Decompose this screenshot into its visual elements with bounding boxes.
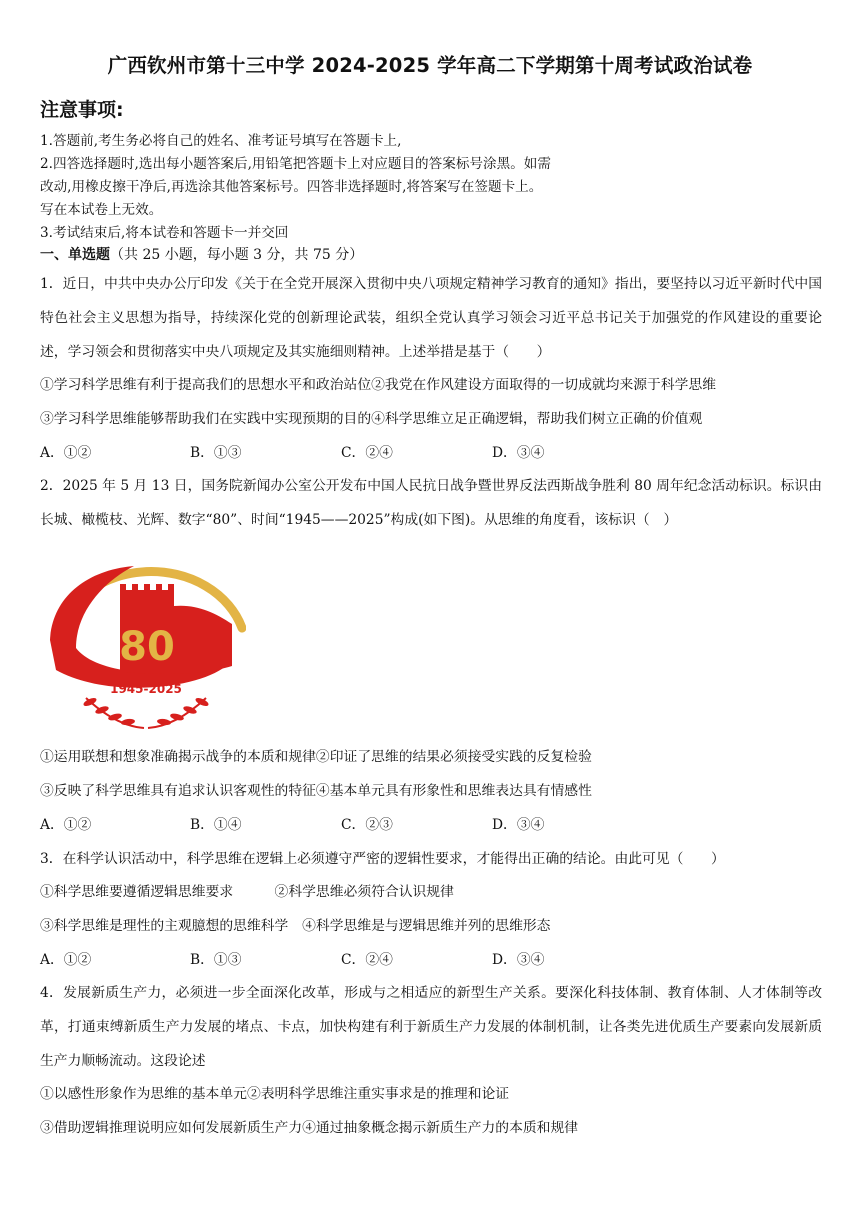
notice-line: 1.答题前,考生务必将自己的姓名、准考证号填写在答题卡上, xyxy=(40,133,402,149)
notice-line: 2.四答选择题时,选出每小题答案后,用铅笔把答题卡上对应题目的答案标号涂黑。如需 xyxy=(40,156,551,172)
notice-line: 改动,用橡皮擦干净后,再选涂其他答案标号。四答非选择题时,将答案写在签题卡上。 xyxy=(40,179,543,195)
question-4-option-line: ③借助逻辑推理说明应如何发展新质生产力④通过抽象概念揭示新质生产力的本质和规律 xyxy=(40,1120,579,1136)
olive-branch-left xyxy=(82,696,144,728)
question-3-option-line: ③科学思维是理性的主观臆想的思维科学 ④科学思维是与逻辑思维并列的思维形态 xyxy=(40,918,551,934)
question-2-stem: 2．2025 年 5 月 13 日，国务院新闻办公室公开发布中国人民抗日战争暨世界反法西斯战争胜利 80 周年纪念活动标识。标识由长城、橄榄枝、光辉、数字“80”、时间“1945——2025”构成(如下图)。从思维的角度看，该标识（ ） xyxy=(40,478,822,528)
question-3-choice-d[interactable]: D．③④ xyxy=(492,952,545,968)
question-1-choice-a[interactable]: A．①② xyxy=(40,445,92,461)
question-1-stem: 1．近日，中共中央办公厅印发《关于在全党开展深入贯彻中央八项规定精神学习教育的通知》指出，要坚持以习近平新时代中国特色社会主义思想为指导，持续深化党的创新理论武装，组织全党认真学习领会习近平总书记关于加强党的作风建设的重要论述，学习领会和贯彻落实中央八项规定及其实施细则精神。上述举措是基于（ ） xyxy=(40,276,822,360)
notice-line: 3.考试结束后,将本试卷和答题卡一并交回 xyxy=(40,225,289,241)
question-1-option-line: ①学习科学思维有利于提高我们的思想水平和政治站位②我党在作风建设方面取得的一切成就均来源于科学思维 xyxy=(40,377,717,393)
question-2-choice-a[interactable]: A．①② xyxy=(40,817,92,833)
question-1-choice-c[interactable]: C．②④ xyxy=(341,445,393,461)
question-3-stem: 3．在科学认识活动中，科学思维在逻辑上必须遵守严密的逻辑性要求，才能得出正确的结论。由此可见（ ） xyxy=(40,851,725,867)
question-1-choice-d[interactable]: D．③④ xyxy=(492,445,545,461)
question-2-choice-b[interactable]: B．①④ xyxy=(190,817,242,833)
question-1-choice-b[interactable]: B．①③ xyxy=(190,445,242,461)
question-2-choice-d[interactable]: D．③④ xyxy=(492,817,545,833)
notice-heading: 注意事项: xyxy=(40,99,124,121)
section-note: （共 25 小题，每小题 3 分，共 75 分） xyxy=(110,247,364,263)
anniversary-emblem xyxy=(46,548,246,734)
question-2-option-line: ③反映了科学思维具有追求认识客观性的特征④基本单元具有形象性和思维表达具有情感性 xyxy=(40,783,592,799)
question-3-choice-a[interactable]: A．①② xyxy=(40,952,92,968)
question-3-choice-b[interactable]: B．①③ xyxy=(190,952,242,968)
section-heading xyxy=(40,245,363,265)
section-title: 一、单选题 xyxy=(40,247,110,263)
question-2-choice-c[interactable]: C．②③ xyxy=(341,817,393,833)
notice-line: 写在本试卷上无效。 xyxy=(40,202,163,218)
question-1-option-line: ③学习科学思维能够帮助我们在实践中实现预期的目的④科学思维立足正确逻辑，帮助我们树立正确的价值观 xyxy=(40,411,703,427)
question-2-option-line: ①运用联想和想象准确揭示战争的本质和规律②印证了思维的结果必须接受实践的反复检验 xyxy=(40,749,592,765)
olive-branch-right xyxy=(148,696,210,728)
question-4-option-line: ①以感性形象作为思维的基本单元②表明科学思维注重实事求是的推理和论证 xyxy=(40,1086,510,1102)
emblem-number: 80 xyxy=(119,624,175,670)
emblem-years: 1945-2025 xyxy=(110,682,182,696)
question-3-choice-c[interactable]: C．②④ xyxy=(341,952,393,968)
question-3-option-line: ①科学思维要遵循逻辑思维要求 ②科学思维必须符合认识规律 xyxy=(40,884,454,900)
question-4-stem: 4．发展新质生产力，必须进一步全面深化改革，形成与之相适应的新型生产关系。要深化科技体制、教育体制、人才体制等改革，打通束缚新质生产力发展的堵点、卡点，加快构建有利于新质生产力发展的体制机制，让各类先进优质生产要素向发展新质生产力顺畅流动。这段论述 xyxy=(40,985,822,1069)
exam-title: 广西钦州市第十三中学 2024-2025 学年高二下学期第十周考试政治试卷 xyxy=(107,54,753,77)
